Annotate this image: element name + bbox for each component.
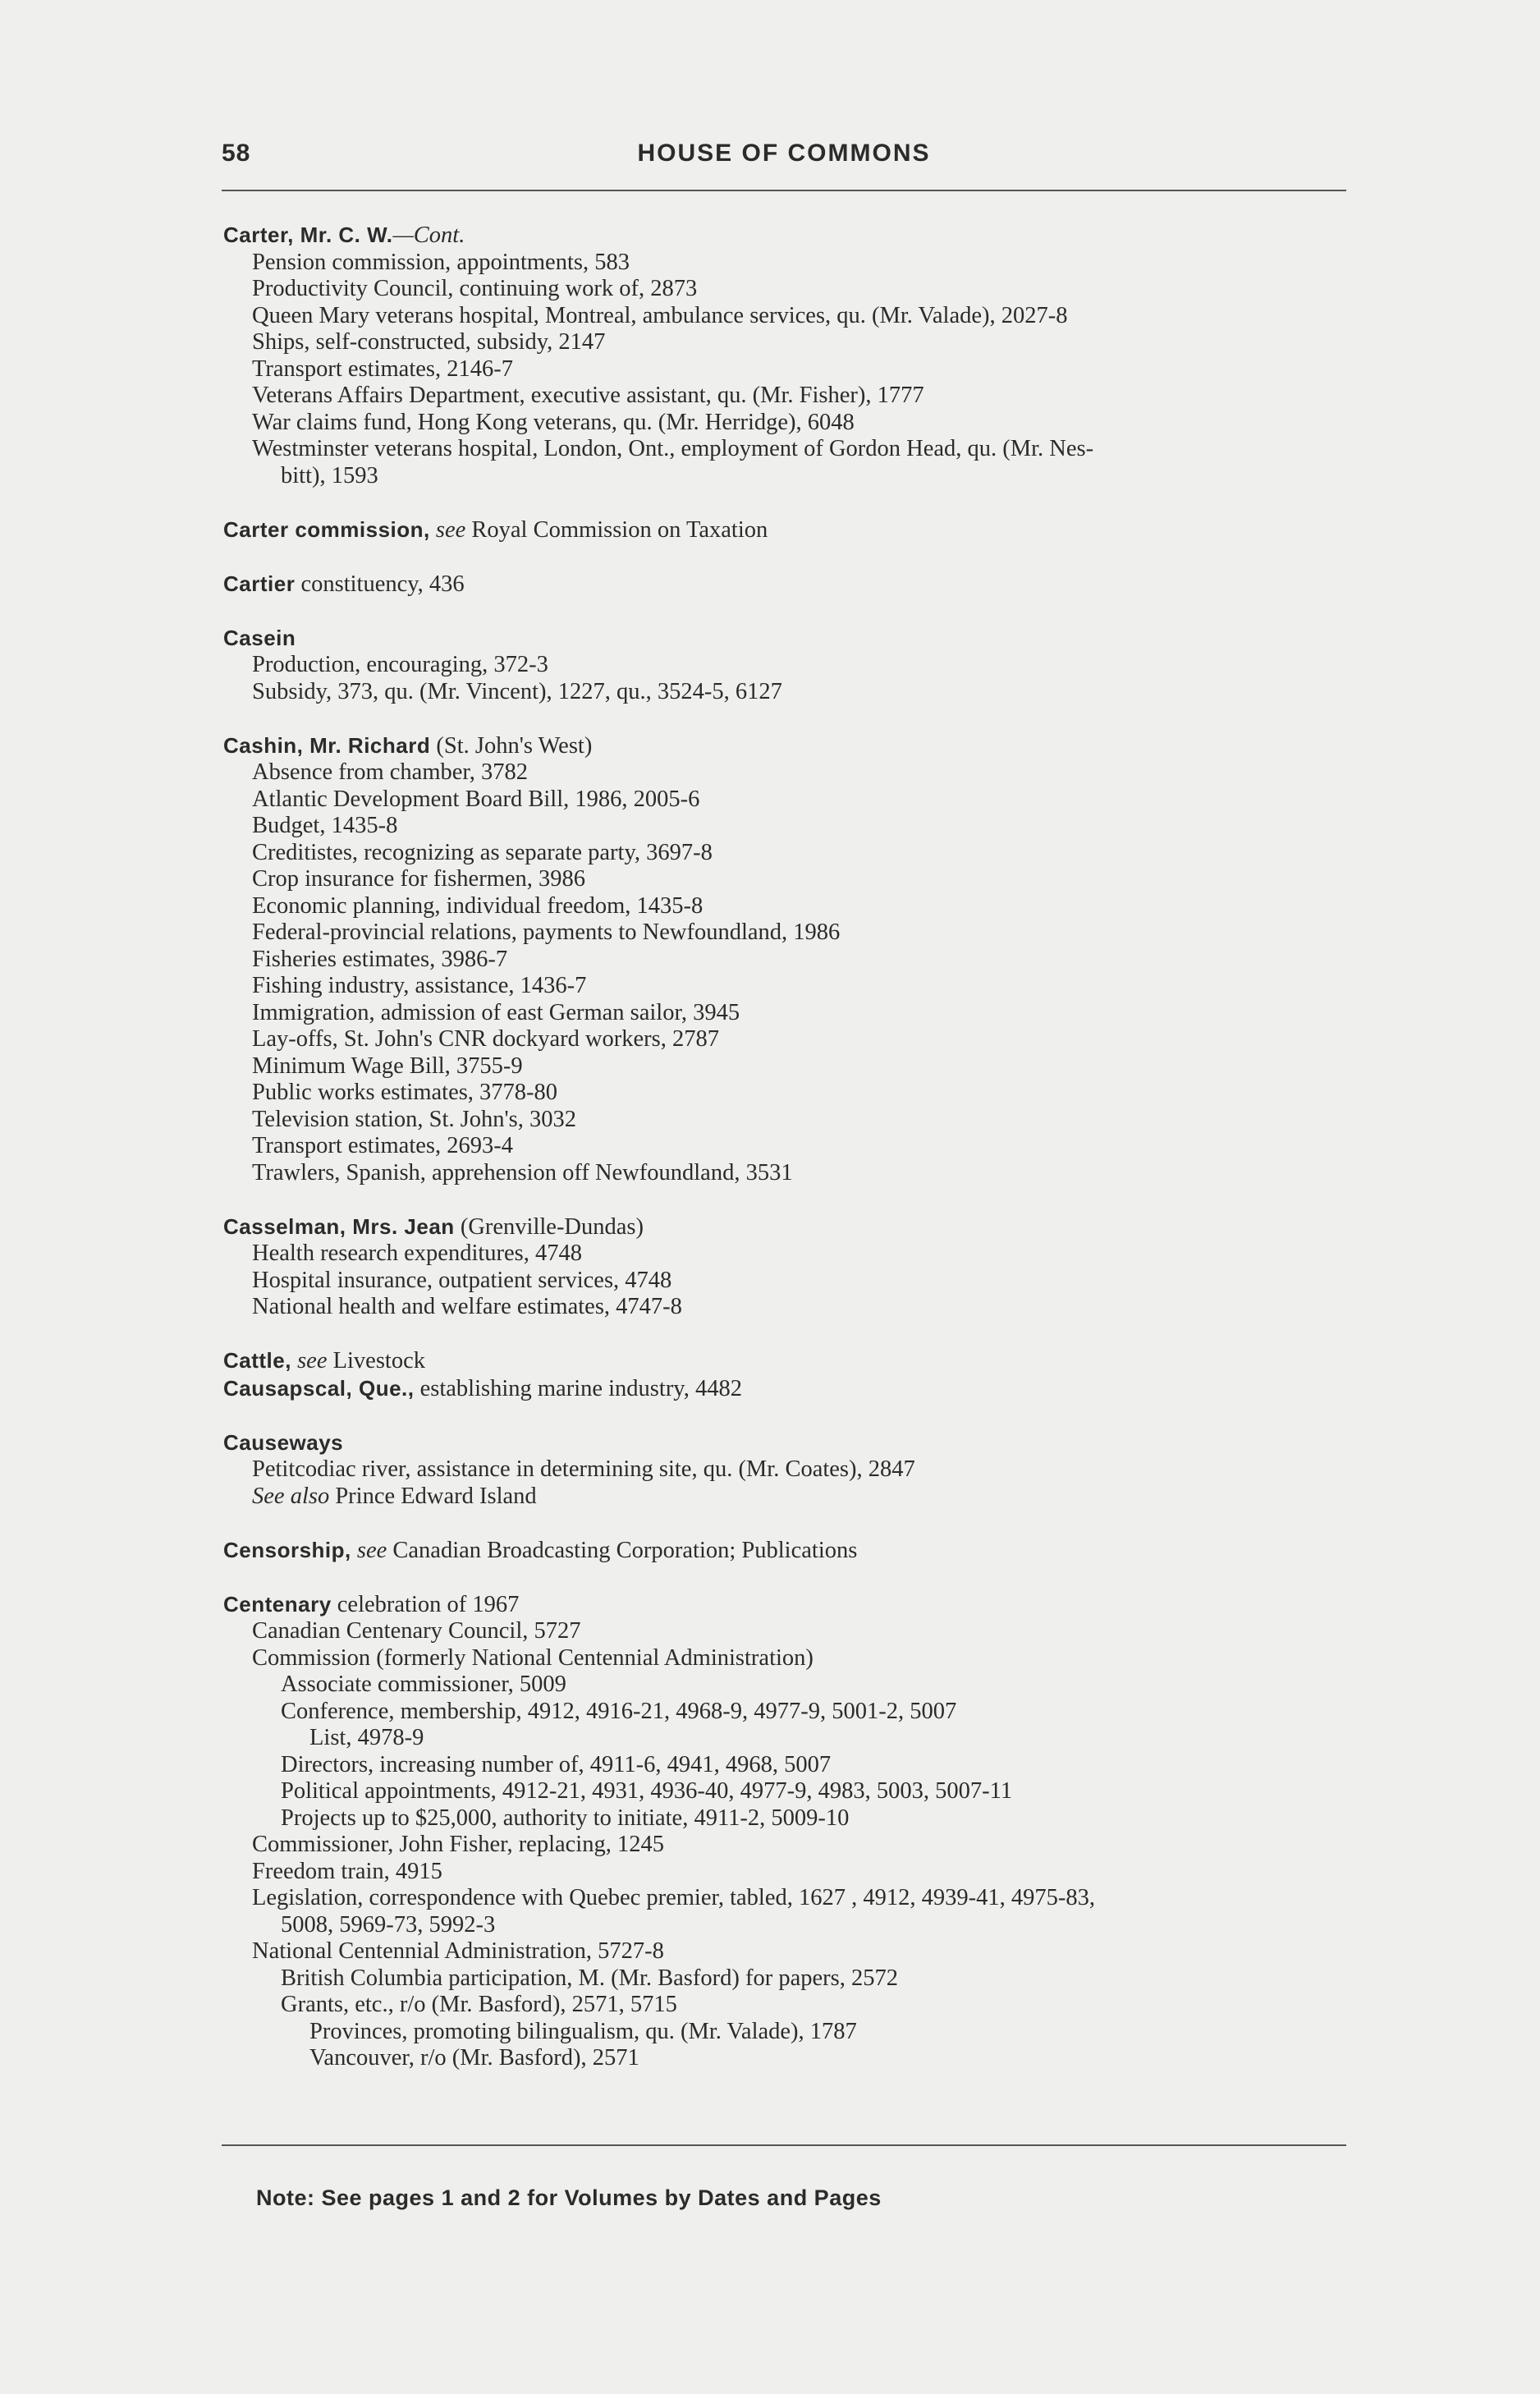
entry-subline: National health and welfare estimates, 4747-8 [252,1294,682,1319]
entry-subline: Westminster veterans hospital, London, Ont., employment of Gordon Head, qu. (Mr. Nes- [252,436,1094,461]
entry-subline: Atlantic Development Board Bill, 1986, 2005-6 [252,786,700,812]
entry-subline: Budget, 1435-8 [252,813,398,838]
entry-headword: Casein [223,625,296,650]
entry-headword: Causeways [223,1429,344,1455]
entry-headword: Centenary [223,1591,332,1617]
entry-subline: Minimum Wage Bill, 3755-9 [252,1053,523,1079]
entry-subline: Freedom train, 4915 [252,1858,442,1884]
entry-subline: Vancouver, r/o (Mr. Basford), 2571 [309,2045,639,2071]
entry-subline: List, 4978-9 [309,1725,424,1750]
entry-subline: Projects up to $25,000, authority to initiate, 4911-2, 5009-10 [281,1805,850,1831]
entry-headword: Carter commission, [223,516,430,542]
index-entry-cashin [223,732,1364,1187]
also-reference: also [290,1483,330,1509]
index-entry-centenary [223,1591,1364,2072]
entry-subline: Television station, St. John's, 3032 [252,1106,577,1132]
entry-headword: Cashin, Mr. Richard [223,732,431,758]
footer-rule [222,2144,1346,2146]
see-reference: See [252,1483,285,1509]
entry-subline: Lay-offs, St. John's CNR dockyard workers, 2787 [252,1026,720,1052]
entry-headword: Casselman, Mrs. Jean [223,1213,455,1239]
entry-subline: Veterans Affairs Department, executive assistant, qu. (Mr. Fisher), 1777 [252,383,924,408]
entry-subline: Creditistes, recognizing as separate party, 3697-8 [252,839,713,865]
entry-subline-continuation: 5008, 5969-73, 5992-3 [281,1911,496,1938]
entry-subline: Economic planning, individual freedom, 1435-8 [252,892,704,919]
entry-text: establishing marine industry, 4482 [419,1375,742,1401]
entry-subline: Federal-provincial relations, payments to Newfoundland, 1986 [252,920,841,945]
entry-subline: Associate commissioner, 5009 [281,1672,566,1697]
entry-subline-continuation: bitt), 1593 [281,462,378,488]
entry-reference: Canadian Broadcasting Corporation; Publications [392,1537,858,1563]
running-title: HOUSE OF COMMONS [637,140,931,167]
index-entry-casselman [223,1213,1364,1321]
entry-subline: Conference, membership, 4912, 4916-21, 4968-9, 4977-9, 5001-2, 5007 [281,1698,957,1724]
entry-subline: Trawlers, Spanish, apprehension off Newfoundland, 3531 [252,1159,793,1186]
entry-subline: Fishing industry, assistance, 1436-7 [252,973,587,998]
entry-subline: British Columbia participation, M. (Mr. Basford) for papers, 2572 [281,1965,898,1991]
index-entry-carter-cw [223,222,1364,489]
page-header [222,140,1346,181]
entry-subline: Absence from chamber, 3782 [252,759,528,785]
index-entry-censorship [223,1537,1364,1565]
entry-constituency: (St. John's West) [436,732,593,759]
entry-subline: Queen Mary veterans hospital, Montreal, ambulance services, qu. (Mr. Valade), 2027-8 [252,302,1068,328]
entry-reference: Prince Edward Island [335,1483,537,1509]
entry-headword: Causapscal, Que., [223,1375,415,1401]
entry-subline: Petitcodiac river, assistance in determining site, qu. (Mr. Coates), 2847 [252,1456,915,1482]
footer-note: Note: See pages 1 and 2 for Volumes by Dates and Pages [256,2185,882,2210]
entry-text: celebration of 1967 [337,1591,520,1617]
header-rule [222,190,1346,191]
entry-subline: Immigration, admission of east German sailor, 3945 [252,999,740,1025]
page-number: 58 [222,140,251,167]
index-entry-casein [223,625,1364,706]
see-reference: see [435,516,466,543]
see-reference: see [356,1537,387,1563]
entry-subline: Productivity Council, continuing work of, 2873 [252,276,698,301]
entry-subline: Directors, increasing number of, 4911-6, 4941, 4968, 5007 [281,1751,832,1777]
entry-headword: Carter, Mr. C. W. [223,222,393,247]
index-content [223,222,1364,2072]
entry-subline: Political appointments, 4912-21, 4931, 4936-40, 4977-9, 4983, 5003, 5007-11 [281,1778,1013,1804]
entry-subline: Ships, self-constructed, subsidy, 2147 [252,329,606,355]
entry-headword: Cattle, [223,1348,291,1373]
entry-reference: Livestock [332,1348,425,1374]
entry-subline: Crop insurance for fishermen, 3986 [252,866,586,892]
entry-subline: Canadian Centenary Council, 5727 [252,1618,581,1644]
entry-reference: Royal Commission on Taxation [471,516,768,543]
entry-subline: Transport estimates, 2693-4 [252,1133,513,1158]
entry-subline: Commissioner, John Fisher, replacing, 1245 [252,1832,664,1857]
entry-headword: Censorship, [223,1537,351,1562]
index-entry-carter-commission [223,516,1364,544]
index-entry-causapscal [223,1375,1364,1403]
entry-subline: Production, encouraging, 372-3 [252,652,548,677]
entry-subline: Provinces, promoting bilingualism, qu. (Mr. Valade), 1787 [309,2018,857,2044]
entry-subline: Legislation, correspondence with Quebec premier, tabled, 1627 , 4912, 4939-41, 4975-83, [252,1885,1095,1910]
entry-subline: Subsidy, 373, qu. (Mr. Vincent), 1227, qu., 3524-5, 6127 [252,678,782,704]
see-reference: see [297,1348,328,1374]
index-entry-causeways [223,1429,1364,1511]
entry-subline: Pension commission, appointments, 583 [252,249,630,275]
entry-subline: Health research expenditures, 4748 [252,1241,583,1266]
entry-subline: War claims fund, Hong Kong veterans, qu. (Mr. Herridge), 6048 [252,409,855,435]
index-entry-cattle [223,1347,1364,1375]
entry-headword: Cartier [223,571,296,596]
entry-subline: Fisheries estimates, 3986-7 [252,946,508,972]
index-entry-cartier [223,571,1364,598]
entry-subline: Hospital insurance, outpatient services, 4748 [252,1267,672,1293]
entry-subline: Grants, etc., r/o (Mr. Basford), 2571, 5715 [281,1992,677,2017]
entry-subline: National Centennial Administration, 5727-8 [252,1938,664,1964]
entry-constituency: (Grenville-Dundas) [460,1213,644,1240]
entry-subline: Commission (formerly National Centennial Administration) [252,1644,814,1671]
entry-continued: —Cont. [392,222,465,248]
entry-subline: Public works estimates, 3778-80 [252,1080,558,1105]
entry-text: constituency, 436 [300,571,465,597]
see-also-line [223,1484,1364,1511]
entry-subline: Transport estimates, 2146-7 [252,355,513,382]
